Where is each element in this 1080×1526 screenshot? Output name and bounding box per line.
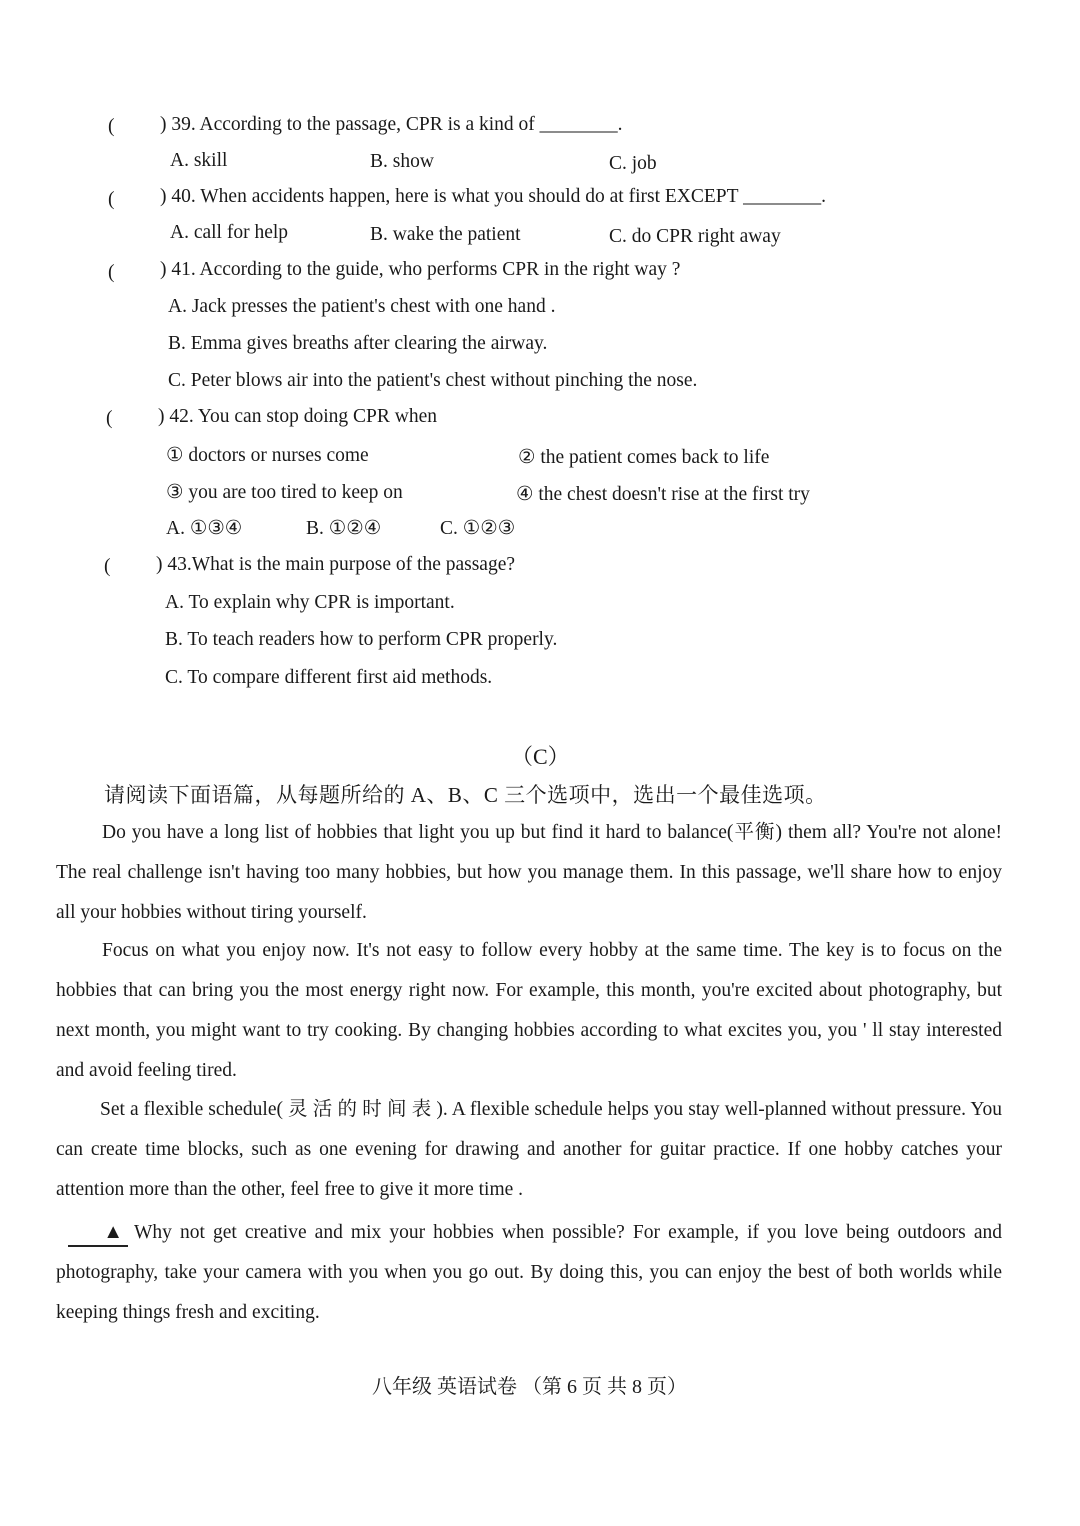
question-39-stem: ) 39. According to the passage, CPR is a kind of ________. xyxy=(160,114,623,135)
page-footer: 八年级 英语试卷 （第 6 页 共 8 页） xyxy=(372,1376,687,1398)
passage-paragraph-2: Focus on what you enjoy now. It's not easy to follow every hobby at the same time. The key is to focus on the hobbies that can bring you the most energy right now. For example, this month, you're excited about photography, but next month, you might want to try cooking. By changing hobbies according to what excites you, you ' ll stay interested and avoid feeling tired. xyxy=(56,940,1002,1081)
q42-option-b: B. ①②④ xyxy=(306,518,382,539)
answer-blank xyxy=(100,1221,126,1243)
passage-paragraph-3: Set a flexible schedule( 灵 活 的 时 间 表 ). A flexible schedule helps you stay well-planned without pressure. You can create time blocks, such as one evening for drawing and another for guitar practice. If one hobby catches your attention more than the other, feel free to give it more time . xyxy=(56,1099,1002,1200)
question-41-stem: ) 41. According to the guide, who performs CPR in the right way ? xyxy=(160,259,681,280)
section-instruction: 请阅读下面语篇，从每题所给的 A、B、C 三个选项中，选出一个最佳选项。 xyxy=(104,783,827,807)
q42-option-a: A. ①③④ xyxy=(166,518,243,539)
q40-option-a: A. call for help xyxy=(170,222,289,243)
passage-paragraph-1: Do you have a long list of hobbies that light you up but find it hard to balance(平衡) them all? You're not alone! The real challenge isn't having too many hobbies, but how you manage them. In this passage, we'll share how to enjoy all your hobbies without tiring yourself. xyxy=(56,822,1002,923)
passage-paragraph-4-text: Why not get creative and mix your hobbies when possible? For example, if you love being outdoors and photography, take your camera with you when you go out. By doing this, you can enjoy the best of both worlds while keeping things fresh and exciting. xyxy=(56,1222,1003,1323)
question-43-stem: ) 43.What is the main purpose of the passage? xyxy=(156,554,516,575)
q42-item-1: ① doctors or nurses come xyxy=(166,445,369,466)
answer-paren-43: ( xyxy=(104,556,111,577)
q42-item-2: ② the patient comes back to life xyxy=(518,447,770,468)
answer-paren-40: ( xyxy=(108,189,115,210)
q41-option-b: B. Emma gives breaths after clearing the airway. xyxy=(168,333,548,354)
q43-option-c: C. To compare different first aid methods. xyxy=(165,667,493,688)
answer-paren-41: ( xyxy=(108,262,115,283)
q39-option-a: A. skill xyxy=(170,150,228,171)
question-40-stem: ) 40. When accidents happen, here is what you should do at first EXCEPT ________. xyxy=(160,186,826,207)
q40-option-b: B. wake the patient xyxy=(370,224,521,245)
question-42-stem: ) 42. You can stop doing CPR when xyxy=(158,406,437,427)
answer-paren-42: ( xyxy=(106,408,113,429)
q43-option-b: B. To teach readers how to perform CPR properly. xyxy=(165,629,558,650)
q41-option-c: C. Peter blows air into the patient's chest without pinching the nose. xyxy=(168,370,698,391)
q39-option-b: B. show xyxy=(370,151,434,172)
section-title: （C） xyxy=(511,744,570,769)
q42-item-4: ④ the chest doesn't rise at the first try xyxy=(516,484,810,505)
q40-option-c: C. do CPR right away xyxy=(609,226,781,247)
answer-paren-39: ( xyxy=(108,116,115,137)
q41-option-a: A. Jack presses the patient's chest with one hand . xyxy=(168,296,556,317)
q43-option-a: A. To explain why CPR is important. xyxy=(165,592,455,613)
q39-option-c: C. job xyxy=(609,153,657,174)
passage-paragraph-4 xyxy=(56,1212,1002,1333)
q42-item-3: ③ you are too tired to keep on xyxy=(166,482,403,503)
q42-option-c: C. ①②③ xyxy=(440,518,516,539)
blank-marker-icon: ▲ xyxy=(100,1221,127,1243)
